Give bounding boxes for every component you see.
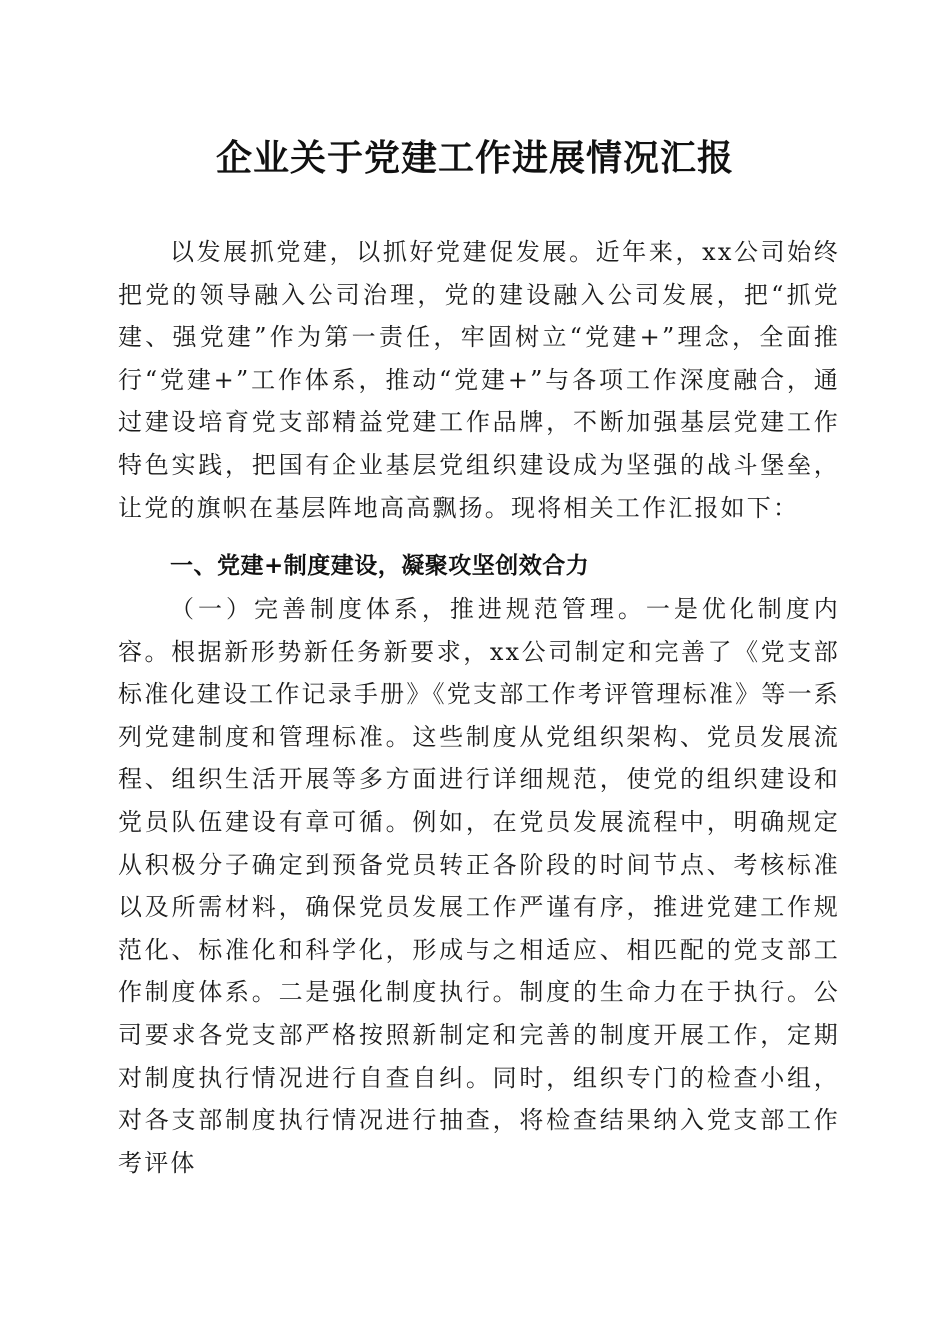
section-heading: 一、党建+制度建设，凝聚攻坚创效合力 — [170, 553, 590, 579]
document-title: 企业关于党建工作进展情况汇报 — [215, 137, 734, 179]
section-paragraph: （一）完善制度体系，推进规范管理。一是优化制度内容。根据新形势新任务新要求，xx公司制定和完善了《党支部标准化建设工作记录手册》《党支部工作考评管理标准》等一系列党建制度和管理标准。这些制度从党组织架构、党员发展流程、组织生活开展等多方面进行详细规范，使党的组织建设和党员队伍建设有章可循。例如，在党员发展流程中，明确规定从积极分子确定到预备党员转正各阶段的时间节点、考核标准以及所需材料，确保党员发展工作严谨有序，推进党建工作规范化、标准化和科学化，形成与之相适应、相匹配的党支部工作制度体系。二是强化制度执行。制度的生命力在于执行。公司要求各党支部严格按照新制定和完善的制度开展工作，定期对制度执行情况进行自查自纠。同时，组织专门的检查小组，对各支部制度执行情况进行抽查，将检查结果纳入党支部工作考评体 — [118, 595, 840, 1177]
intro-paragraph: 以发展抓党建，以抓好党建促发展。近年来，xx公司始终把党的领导融入公司治理，党的建设融入公司发展，把“抓党建、强党建”作为第一责任，牢固树立“党建+”理念，全面推行“党建+”工作体系，推动“党建+”与各项工作深度融合，通过建设培育党支部精益党建工作品牌，不断加强基层党建工作特色实践，把国有企业基层党组织建设成为坚强的战斗堡垒，让党的旗帜在基层阵地高高飘扬。现将相关工作汇报如下： — [118, 238, 840, 522]
